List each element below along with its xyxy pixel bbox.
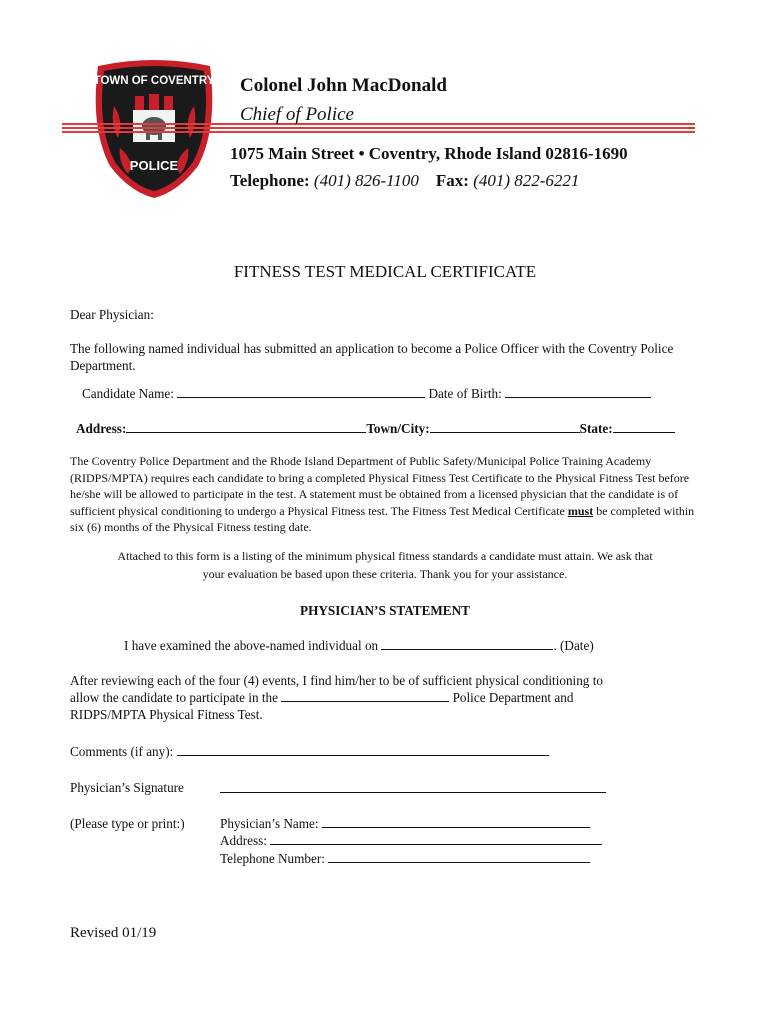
must-emphasis: must: [567, 503, 594, 518]
telephone-label: Telephone:: [230, 171, 310, 190]
dob-field[interactable]: [505, 385, 651, 398]
exam-date-field[interactable]: [381, 637, 553, 650]
review-line-2: [70, 689, 573, 706]
badge-svg: [88, 58, 220, 200]
signature-label: Physician’s Signature: [70, 780, 184, 795]
town-label: Town/City: [366, 421, 426, 436]
physician-address-label: Address:: [220, 833, 267, 848]
intro-paragraph: The following named individual has submitted an application to become a Police Officer with the Coventry Police Department.: [70, 341, 674, 373]
review-line-3: RIDPS/MPTA Physical Fitness Test.: [70, 707, 263, 722]
police-badge-logo: [88, 58, 220, 200]
state-label: State:: [579, 421, 613, 436]
physician-address-field[interactable]: [270, 832, 602, 845]
department-name-field[interactable]: [281, 689, 449, 702]
department-address: 1075 Main Street • Coventry, Rhode Island 02816-1690: [230, 144, 628, 163]
document-title: FITNESS TEST MEDICAL CERTIFICATE: [233, 262, 537, 281]
physician-phone-row: [220, 850, 590, 867]
examined-row: [124, 637, 594, 654]
salutation: Dear Physician:: [70, 307, 154, 322]
candidate-row: Candidate Name: Date of Birth:: [82, 385, 651, 402]
statement-heading: PHYSICIAN’S STATEMENT: [300, 603, 470, 618]
comments-row: [70, 743, 549, 760]
physician-name-label: Physician’s Name:: [220, 816, 319, 831]
attachment-line-1: Attached to this form is a listing of the minimum physical fitness standards a candidate must attain. We ask that: [117, 549, 653, 563]
header-stripe: [62, 131, 695, 133]
physician-name-field[interactable]: [322, 815, 590, 828]
requirements-paragraph: [70, 453, 700, 536]
candidate-name-field[interactable]: [177, 385, 425, 398]
header-stripe: [62, 123, 695, 125]
comments-field[interactable]: [177, 743, 549, 756]
review-line-1: After reviewing each of the four (4) events, I find him/her to be of sufficient physical conditioning to: [70, 673, 603, 688]
physician-phone-label: Telephone Number:: [220, 851, 325, 866]
address-label: Address: [76, 421, 122, 436]
physician-phone-field[interactable]: [328, 850, 590, 863]
attachment-line-2: your evaluation be based upon these criteria. Thank you for your assistance.: [202, 567, 568, 581]
chief-title: Chief of Police: [240, 104, 354, 125]
fax-number: (401) 822-6221: [473, 171, 580, 190]
address-field[interactable]: [126, 420, 366, 433]
telephone-number: (401) 826-1100: [313, 171, 419, 190]
header-stripe: [62, 127, 695, 129]
review-line-2-prefix: allow the candidate to participate in the: [70, 690, 278, 705]
dob-label: Date of Birth: [428, 386, 499, 401]
address-row: Address: Town/City: State:: [76, 420, 675, 437]
review-line-2-suffix: Police Department and: [452, 690, 574, 705]
badge-bottom-text: POLICE: [129, 158, 179, 173]
contact-line: [230, 171, 579, 191]
chief-name: Colonel John MacDonald: [240, 75, 447, 96]
signature-field[interactable]: [220, 780, 606, 793]
comments-label: Comments (if any):: [70, 744, 174, 759]
fax-label: Fax:: [435, 171, 469, 190]
print-label: (Please type or print:): [70, 816, 185, 831]
badge-top-text: TOWN OF COVENTRY: [93, 75, 215, 87]
physician-name-row: [220, 815, 590, 832]
state-field[interactable]: [613, 420, 675, 433]
revised-date: Revised 01/19: [70, 925, 157, 941]
examined-suffix: . (Date): [553, 638, 594, 653]
candidate-name-label: Candidate Name: [82, 386, 171, 401]
requirements-text: The Coventry Police Department and the Rhode Island Department of Public Safety/Municipal Police Training Academy (RIDPS/MPTA) requires each candidate to bring a completed Physical Fitness Test Certificate to the Physical Fitness Test before he/she will be allowed to participate in the test. A statement must be obtained from a licensed physician that the candidate is of sufficient physical conditioning to undergo a Physical Fitness test. The Fitness Test Medical Certificate: [70, 454, 690, 518]
examined-prefix: I have examined the above-named individual on: [124, 638, 379, 653]
town-field[interactable]: [430, 420, 580, 433]
physician-address-row: [220, 832, 602, 849]
requirements-text-end: be completed within six (6) months of the Physical Fitness testing date.: [70, 503, 695, 534]
